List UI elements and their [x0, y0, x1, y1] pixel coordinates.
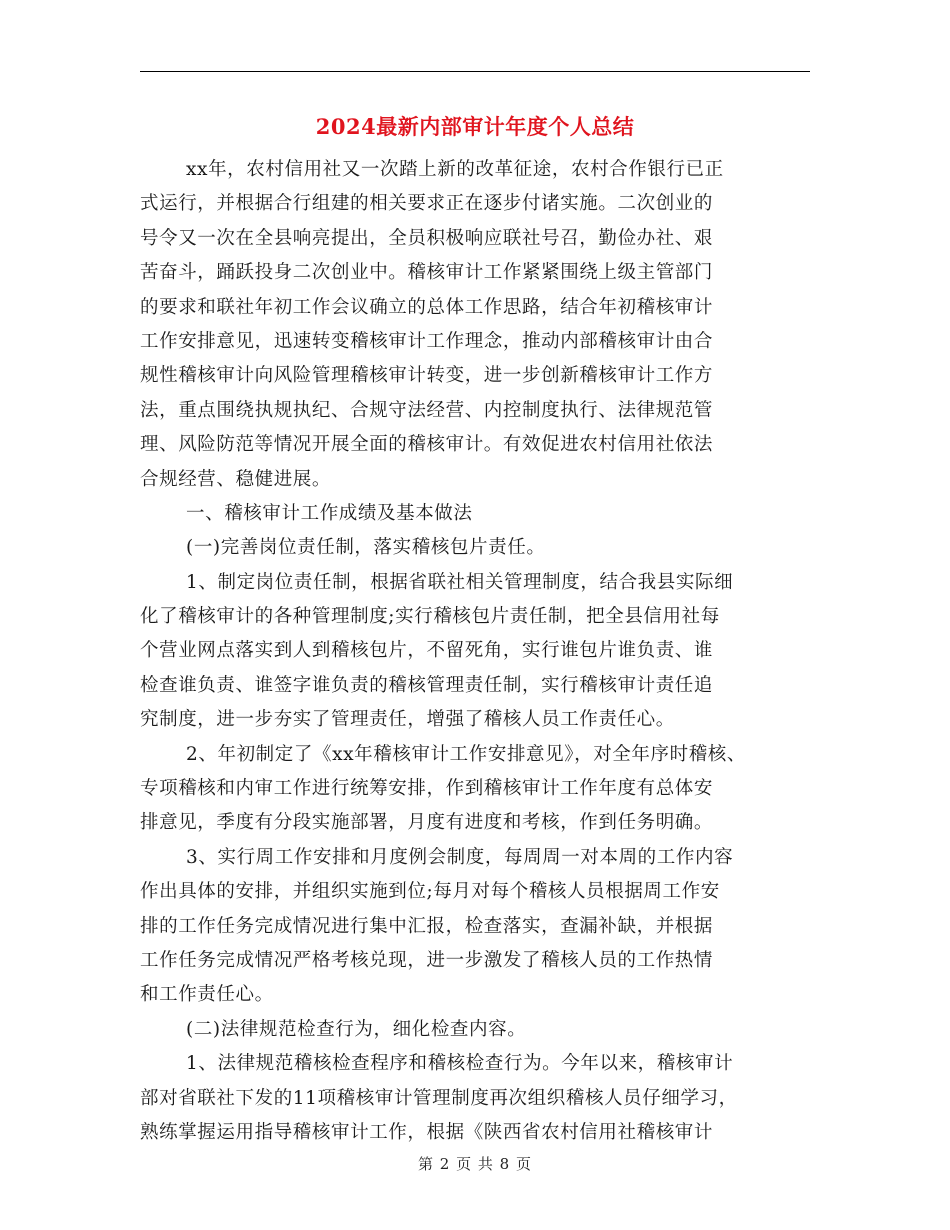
text-line: 一、稽核审计工作成绩及基本做法 — [186, 502, 473, 524]
text-line: (一)完善岗位责任制，落实稽核包片责任。 — [186, 537, 546, 559]
text-line: 排意见，季度有分段实施部署，月度有进度和考核，作到任务明确。 — [140, 812, 714, 834]
text-line: 苦奋斗，踊跃投身二次创业中。稽核审计工作紧紧围绕上级主管部门 — [140, 262, 714, 284]
text-line: 法，重点围绕执规执纪、合规守法经营、内控制度执行、法律规范管 — [140, 399, 714, 421]
page-number-footer: 第 2 页 共 8 页 — [418, 1155, 532, 1173]
document-title: 2024最新内部审计年度个人总结 — [315, 114, 635, 139]
text-line: 究制度，进一步夯实了管理责任，增强了稽核人员工作责任心。 — [140, 709, 675, 731]
text-line: 的要求和联社年初工作会议确立的总体工作思路，结合年初稽核审计 — [140, 296, 714, 318]
text-line: 号令又一次在全县响亮提出，全员积极响应联社号召，勤俭办社、艰 — [140, 227, 714, 249]
text-line: 专项稽核和内审工作进行统筹安排，作到稽核审计工作年度有总体安 — [140, 778, 714, 800]
header-rule — [140, 71, 810, 72]
text-line: 式运行，并根据合行组建的相关要求正在逐步付诸实施。二次创业的 — [140, 193, 714, 215]
text-line: 化了稽核审计的各种管理制度;实行稽核包片责任制，把全县信用社每 — [140, 606, 720, 628]
text-line: 合规经营、稳健进展。 — [140, 468, 332, 490]
text-line: 个营业网点落实到人到稽核包片，不留死角，实行谁包片谁负责、谁 — [140, 640, 714, 662]
text-line: 熟练掌握运用指导稽核审计工作，根据《陕西省农村信用社稽核审计 — [140, 1121, 714, 1143]
text-line: 规性稽核审计向风险管理稽核审计转变，进一步创新稽核审计工作方 — [140, 365, 714, 387]
text-line: 作出具体的安排，并组织实施到位;每月对每个稽核人员根据周工作安 — [140, 881, 720, 903]
text-line: xx年，农村信用社又一次踏上新的改革征途，农村合作银行已正 — [186, 159, 724, 180]
text-line: 2、年初制定了《xx年稽核审计工作安排意见》，对全年序时稽核、 — [186, 743, 746, 765]
text-line: 和工作责任心。 — [140, 984, 274, 1006]
document-body — [140, 153, 810, 1150]
text-line: 理、风险防范等情况开展全面的稽核审计。有效促进农村信用社依法 — [140, 434, 714, 456]
text-line: 1、法律规范稽核检查程序和稽核检查行为。今年以来，稽核审计 — [186, 1053, 734, 1075]
text-line: 1、制定岗位责任制，根据省联社相关管理制度，结合我县实际细 — [186, 571, 734, 593]
text-line: 部对省联社下发的11项稽核审计管理制度再次组织稽核人员仔细学习， — [140, 1087, 738, 1109]
text-line: (二)法律规范检查行为，细化检查内容。 — [186, 1018, 527, 1040]
text-line: 工作安排意见，迅速转变稽核审计工作理念，推动内部稽核审计由合 — [140, 330, 714, 352]
text-line: 3、实行周工作安排和月度例会制度，每周周一对本周的工作内容 — [186, 846, 734, 868]
text-line: 排的工作任务完成情况进行集中汇报，检查落实，查漏补缺，并根据 — [140, 915, 714, 937]
text-line: 检查谁负责、谁签字谁负责的稽核管理责任制，实行稽核审计责任追 — [140, 674, 714, 696]
text-line: 工作任务完成情况严格考核兑现，进一步激发了稽核人员的工作热情 — [140, 949, 714, 971]
